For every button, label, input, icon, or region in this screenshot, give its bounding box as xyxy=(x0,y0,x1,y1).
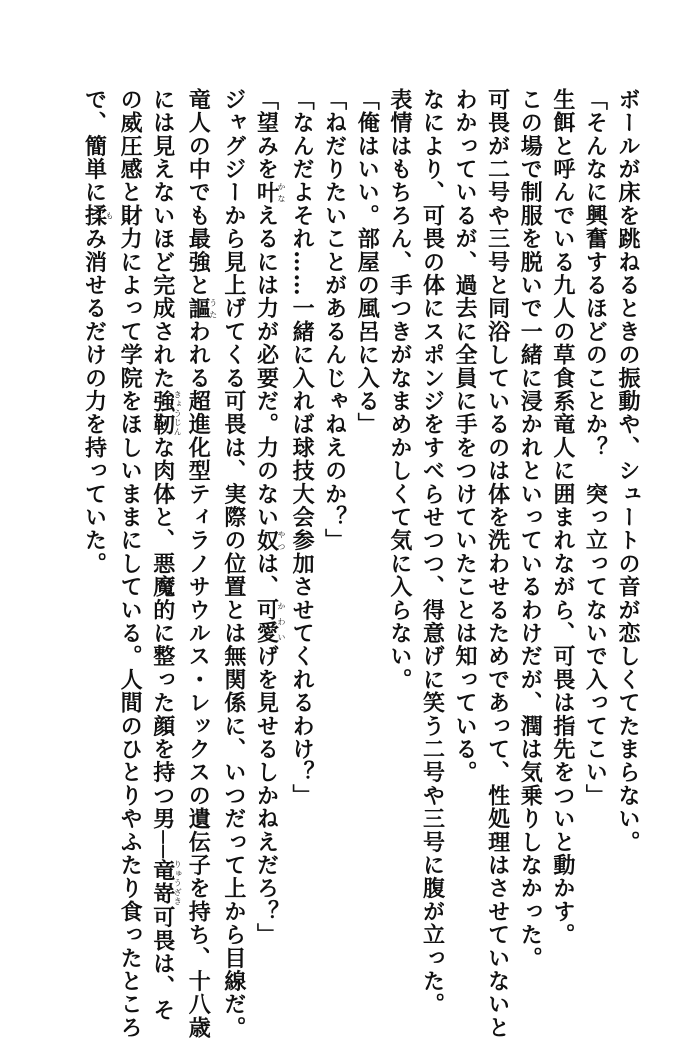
text-segment: 表情はもちろん、手つきがなまめかしくて気に入らない。 xyxy=(386,88,413,692)
text-line xyxy=(579,88,612,948)
text-line xyxy=(250,88,286,948)
text-line xyxy=(114,88,147,1039)
ruby-base: 強靭 xyxy=(149,389,176,437)
text-segment: この場で制服を脱いで一緒に浸かれといっているわけだが、潤は気乗りしなかった。 xyxy=(517,88,544,970)
ruby-base: 叶 xyxy=(253,180,280,205)
text-line xyxy=(481,88,514,1039)
text-line xyxy=(546,88,579,948)
text-segment: 「なんだよそれ……一緒に入れば球技大会参加させてくれるわけ？」 xyxy=(289,88,316,808)
text-line xyxy=(146,88,183,1022)
text-segment: 「ねだりたいことがあるんじゃねえのか？」 xyxy=(321,88,348,552)
ruby-base: 謳 xyxy=(185,296,212,321)
text-line xyxy=(78,88,114,948)
text-segment: げを見せるしかねえだろ？」 xyxy=(253,644,280,947)
text-segment: 「俺はいい。部屋の風呂に入る」 xyxy=(354,88,381,436)
text-segment: 竜人の中でも最強と xyxy=(185,88,212,297)
ruby-reading: きょうじん xyxy=(173,389,183,437)
text-segment: えるには力が必要だ。力のない xyxy=(253,204,280,529)
text-line xyxy=(318,88,351,948)
text-segment: ジャグジーから見上げてくる可畏は、実際の位置とは無関係に、いつだって上から目線だ。 xyxy=(220,88,247,1039)
vertical-text-block xyxy=(78,88,644,1039)
text-line xyxy=(416,88,449,1016)
text-segment: な肉体と、悪魔的に整った顔を持つ男── xyxy=(149,436,176,860)
text-segment: み消せるだけの力を持っていた。 xyxy=(81,227,108,576)
text-line xyxy=(383,88,416,948)
text-line xyxy=(182,88,218,1039)
text-segment: は、 xyxy=(253,552,280,599)
ruby-reading: うた xyxy=(208,296,218,321)
text-line xyxy=(611,88,644,948)
text-segment: 生餌と呼んでいる九人の草食系竜人に囲まれながら、可畏は指先をついと動かす。 xyxy=(549,88,576,947)
text-line xyxy=(448,88,481,948)
text-segment: 「望みを xyxy=(253,88,280,181)
text-line xyxy=(351,88,384,948)
text-line xyxy=(514,88,547,970)
text-line xyxy=(217,88,250,1039)
text-segment: なにより、可畏の体にスポンジをすべらせつつ、得意げに笑う二号や三号に腹が立った。 xyxy=(419,88,446,1016)
ruby-base: 奴 xyxy=(253,528,280,553)
ruby-annotation xyxy=(253,528,286,553)
text-segment: 可畏は、そ xyxy=(149,905,176,1022)
ruby-base: 可愛 xyxy=(253,598,280,645)
ruby-base: 揉 xyxy=(81,204,108,228)
text-segment: われる超進化型ティラノサウルス・レックスの遺伝子を持ち、十八歳 xyxy=(185,320,212,1039)
ruby-annotation xyxy=(149,859,183,906)
text-segment: で、簡単に xyxy=(81,88,108,204)
ruby-base: 竜嵜 xyxy=(149,859,176,906)
text-segment: には見えないほど完成された xyxy=(149,88,176,390)
ruby-reading: やつ xyxy=(276,528,286,553)
text-line xyxy=(285,88,318,948)
ruby-annotation xyxy=(185,296,218,321)
text-segment: 「そんなに興奮するほどのことか？ 突っ立ってないで入ってこい」 xyxy=(582,88,609,808)
ruby-annotation xyxy=(253,180,286,205)
ruby-reading: かわい xyxy=(276,598,286,645)
ruby-reading: りゅうざき xyxy=(173,859,183,906)
ruby-annotation xyxy=(149,389,183,437)
text-segment: ボールが床を跳ねるときの振動や、シュートの音が恋しくてたまらない。 xyxy=(615,88,641,854)
text-segment: 可畏が二号や三号と同浴しているのは体を洗わせるためであって、性処理はさせていないと xyxy=(484,88,511,1039)
ruby-annotation xyxy=(253,598,286,645)
text-segment: の威圧感と財力によって学院をほしいままにしている。人間のひとりやふたり食ったところ xyxy=(117,88,144,1039)
ruby-reading: も xyxy=(105,204,114,228)
text-segment: わかっているが、過去に全員に手をつけていたことは知っている。 xyxy=(452,88,479,784)
ruby-reading: かな xyxy=(276,180,286,205)
ruby-annotation xyxy=(81,204,114,228)
